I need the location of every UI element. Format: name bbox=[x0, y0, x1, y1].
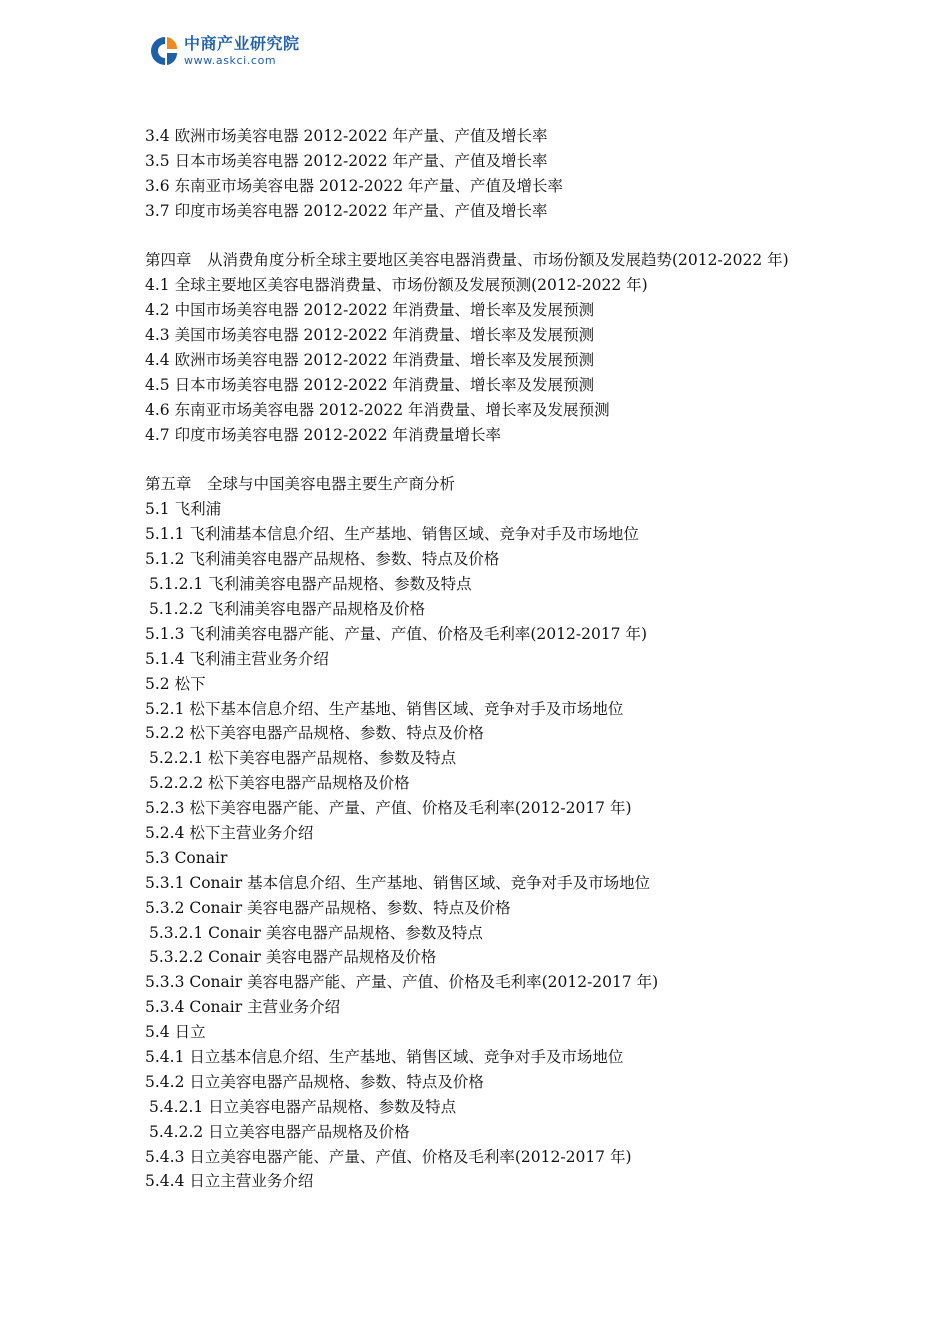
logo-title: 中商产业研究院 bbox=[184, 34, 300, 53]
toc-item: 5.4.2 日立美容电器产品规格、参数、特点及价格 bbox=[145, 1072, 484, 1091]
toc-item: 4.1 全球主要地区美容电器消费量、市场份额及发展预测(2012-2022 年) bbox=[145, 276, 648, 295]
toc-item: 5.2.1 松下基本信息介绍、生产基地、销售区域、竞争对手及市场地位 bbox=[145, 699, 624, 718]
toc-item: 5.1.3 飞利浦美容电器产能、产量、产值、价格及毛利率(2012-2017 年) bbox=[145, 624, 648, 643]
toc-item: 5.3.4 Conair 主营业务介绍 bbox=[145, 998, 341, 1017]
toc-item: 5.3.1 Conair 基本信息介绍、生产基地、销售区域、竞争对手及市场地位 bbox=[145, 873, 651, 892]
header-logo bbox=[148, 32, 300, 70]
toc-subitem: 5.3.2.1 Conair 美容电器产品规格、参数及特点 bbox=[149, 923, 483, 942]
chapter-heading: 第四章 从消费角度分析全球主要地区美容电器消费量、市场份额及发展趋势(2012-2022 年) bbox=[145, 251, 789, 270]
toc-item: 3.5 日本市场美容电器 2012-2022 年产量、产值及增长率 bbox=[145, 151, 548, 170]
toc-item: 5.4.4 日立主营业务介绍 bbox=[145, 1172, 314, 1191]
toc-item: 5.1.1 飞利浦基本信息介绍、生产基地、销售区域、竞争对手及市场地位 bbox=[145, 525, 639, 544]
toc-item: 4.2 中国市场美容电器 2012-2022 年消费量、增长率及发展预测 bbox=[145, 301, 595, 320]
toc-item: 5.4.1 日立基本信息介绍、生产基地、销售区域、竞争对手及市场地位 bbox=[145, 1047, 624, 1066]
toc-item: 5.4 日立 bbox=[145, 1023, 206, 1042]
toc-item: 5.4.3 日立美容电器产能、产量、产值、价格及毛利率(2012-2017 年) bbox=[145, 1147, 632, 1166]
toc-subitem: 5.4.2.1 日立美容电器产品规格、参数及特点 bbox=[149, 1097, 457, 1116]
toc-item: 3.6 东南亚市场美容电器 2012-2022 年产量、产值及增长率 bbox=[145, 176, 564, 195]
toc-item: 5.3.2 Conair 美容电器产品规格、参数、特点及价格 bbox=[145, 898, 511, 917]
chapter-heading: 第五章 全球与中国美容电器主要生产商分析 bbox=[145, 475, 456, 494]
toc-subitem: 5.2.2.2 松下美容电器产品规格及价格 bbox=[149, 774, 410, 793]
table-of-contents bbox=[145, 124, 815, 1194]
toc-item: 5.3 Conair bbox=[145, 848, 228, 867]
toc-item: 5.2.2 松下美容电器产品规格、参数、特点及价格 bbox=[145, 724, 484, 743]
toc-item: 5.2 松下 bbox=[145, 674, 206, 693]
toc-item: 3.4 欧洲市场美容电器 2012-2022 年产量、产值及增长率 bbox=[145, 127, 548, 145]
askci-logo-icon bbox=[148, 34, 178, 68]
logo-url: www.askci.com bbox=[184, 54, 277, 67]
toc-subitem: 5.2.2.1 松下美容电器产品规格、参数及特点 bbox=[149, 749, 457, 768]
toc-item: 5.1.2 飞利浦美容电器产品规格、参数、特点及价格 bbox=[145, 550, 500, 569]
section-spacer bbox=[145, 448, 815, 473]
toc-subitem: 5.4.2.2 日立美容电器产品规格及价格 bbox=[149, 1122, 410, 1141]
toc-subitem: 5.1.2.1 飞利浦美容电器产品规格、参数及特点 bbox=[149, 575, 472, 594]
toc-item: 4.6 东南亚市场美容电器 2012-2022 年消费量、增长率及发展预测 bbox=[145, 400, 610, 419]
toc-item: 4.3 美国市场美容电器 2012-2022 年消费量、增长率及发展预测 bbox=[145, 326, 595, 345]
toc-item: 5.3.3 Conair 美容电器产能、产量、产值、价格及毛利率(2012-2017 年) bbox=[145, 973, 659, 992]
toc-item: 5.2.4 松下主营业务介绍 bbox=[145, 823, 314, 842]
toc-item: 5.1.4 飞利浦主营业务介绍 bbox=[145, 649, 329, 668]
section-spacer bbox=[145, 224, 815, 249]
toc-subitem: 5.3.2.2 Conair 美容电器产品规格及价格 bbox=[149, 948, 437, 967]
toc-item: 4.4 欧洲市场美容电器 2012-2022 年消费量、增长率及发展预测 bbox=[145, 351, 595, 370]
toc-item: 3.7 印度市场美容电器 2012-2022 年产量、产值及增长率 bbox=[145, 201, 548, 220]
toc-item: 5.2.3 松下美容电器产能、产量、产值、价格及毛利率(2012-2017 年) bbox=[145, 799, 632, 818]
toc-item: 5.1 飞利浦 bbox=[145, 500, 222, 519]
toc-subitem: 5.1.2.2 飞利浦美容电器产品规格及价格 bbox=[149, 599, 426, 618]
toc-item: 4.7 印度市场美容电器 2012-2022 年消费量增长率 bbox=[145, 425, 502, 444]
toc-item: 4.5 日本市场美容电器 2012-2022 年消费量、增长率及发展预测 bbox=[145, 375, 595, 394]
